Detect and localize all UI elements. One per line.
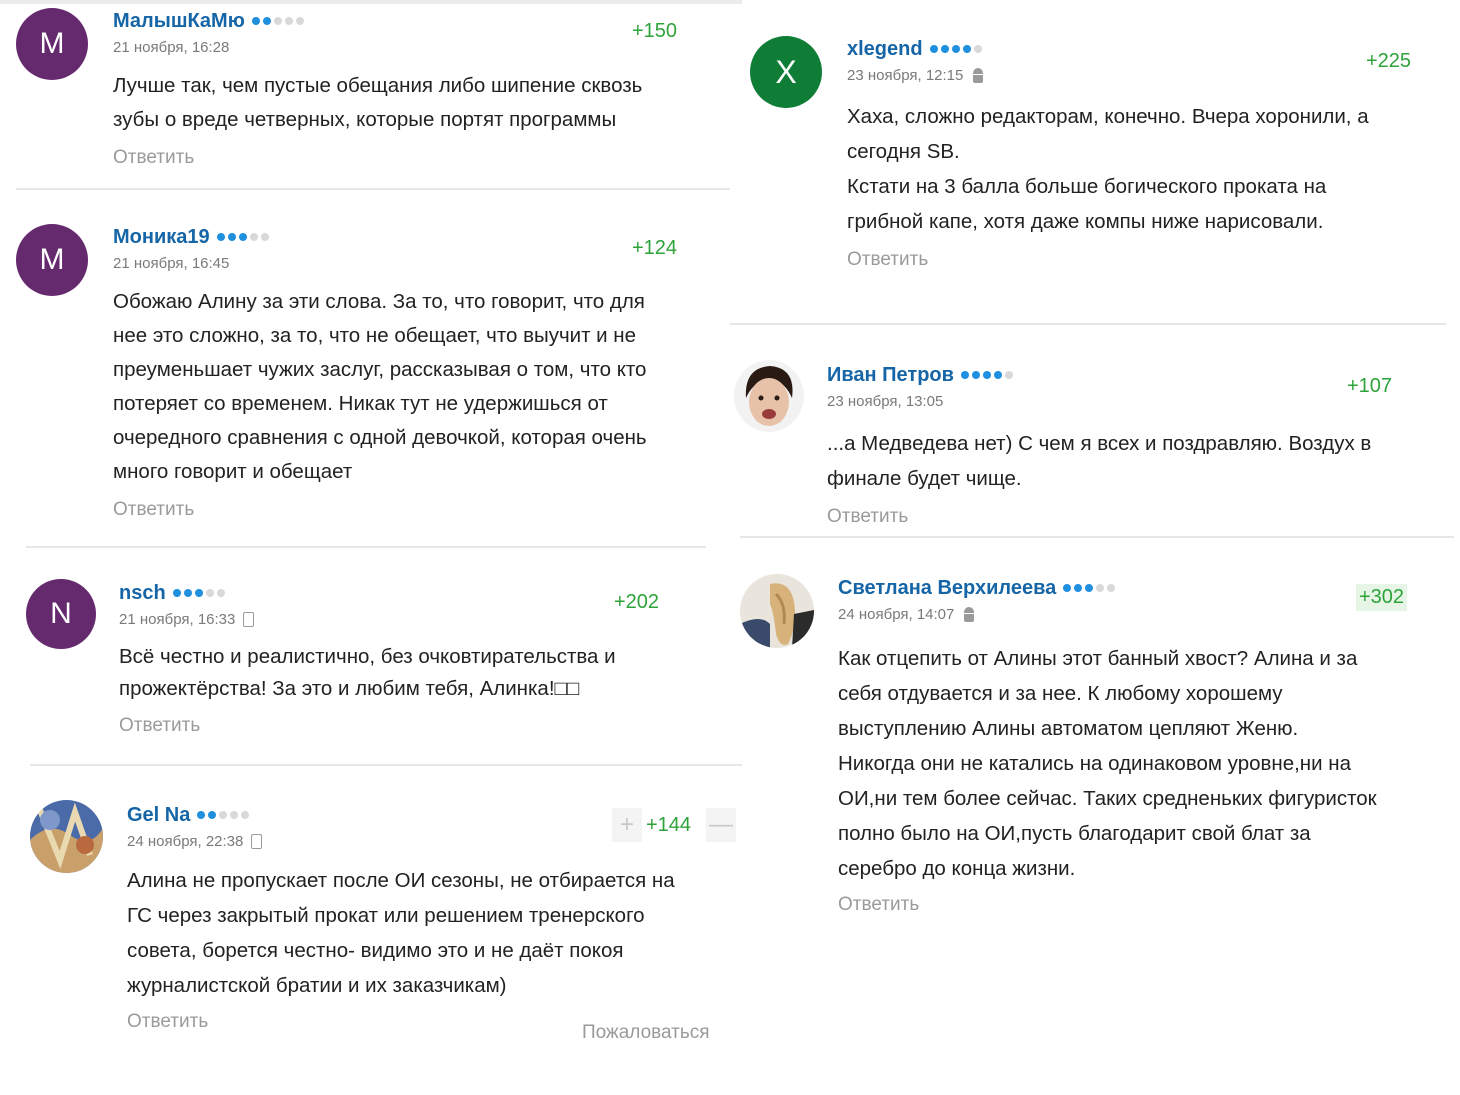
- comment-text: Как отцепить от Алины этот банный хвост? Алина и за себя отдувается и за нее. К любому хорошему выступлению Алины автоматом цепляют Женю. Никогда они не катались на одинаковом уровне,ни на ОИ,ни тем более сейчас. Таких средненьких фигуристок полно было на ОИ,пусть благодарит свой блат за серебро до конца жизни.: [838, 647, 1377, 880]
- rating-dots: [252, 17, 307, 25]
- comment-score[interactable]: +107: [1347, 375, 1393, 397]
- divider: [730, 323, 1446, 325]
- comment-text: ...а Медведева нет) С чем я всех и поздравляю. Воздух в финале будет чище.: [827, 432, 1372, 490]
- avatar[interactable]: X: [750, 36, 822, 108]
- comment-date: 23 ноября, 13:05: [827, 392, 944, 410]
- photo-avatar-icon[interactable]: [30, 800, 103, 873]
- author-name[interactable]: Gel Na: [127, 803, 191, 826]
- comment-date: 21 ноября, 16:33: [119, 610, 236, 628]
- divider: [740, 536, 1454, 538]
- rating-dots: [1063, 584, 1118, 592]
- rating-dots: [961, 371, 1016, 379]
- author-name[interactable]: Моника19: [113, 225, 210, 248]
- rating-dots: [197, 811, 252, 819]
- top-separator: [0, 0, 742, 4]
- rating-dots: [173, 589, 228, 597]
- comment-date: 21 ноября, 16:45: [113, 254, 230, 272]
- reply-button[interactable]: Ответить: [119, 715, 201, 736]
- comment-score[interactable]: +225: [1366, 50, 1412, 72]
- author-name[interactable]: xlegend: [847, 37, 923, 60]
- reply-button[interactable]: Ответить: [113, 499, 195, 520]
- downvote-button[interactable]: —: [706, 808, 736, 842]
- comment-text: Всё честно и реалистично, без очковтирательства и прожектёрства! За это и любим тебя, Алинка!□□: [119, 645, 616, 700]
- avatar[interactable]: M: [16, 224, 88, 296]
- reply-button[interactable]: Ответить: [847, 249, 929, 270]
- comment-score[interactable]: +144: [646, 814, 692, 836]
- comment-text: Алина не пропускает после ОИ сезоны, не отбирается на ГС через закрытый прокат или решением тренерского совета, борется честно- видимо это и не даёт покоя журналистской братии и их заказчикам): [127, 869, 675, 997]
- upvote-button[interactable]: +: [612, 808, 642, 842]
- reply-button[interactable]: Ответить: [113, 147, 195, 168]
- reply-button[interactable]: Ответить: [827, 506, 909, 527]
- avatar[interactable]: N: [26, 579, 96, 649]
- comment-score[interactable]: +124: [632, 237, 678, 259]
- divider: [16, 188, 730, 190]
- comment-text: Лучше так, чем пустые обещания либо шипение сквозь зубы о вреде четверных, которые портят программы: [113, 74, 643, 131]
- android-icon: [971, 68, 985, 82]
- comment-score[interactable]: +202: [614, 591, 660, 613]
- author-name[interactable]: Иван Петров: [827, 363, 954, 386]
- avatar[interactable]: M: [16, 8, 88, 80]
- photo-avatar-icon[interactable]: [740, 574, 814, 648]
- reply-button[interactable]: Ответить: [838, 894, 920, 915]
- comment-date: 23 ноября, 12:15: [847, 66, 964, 84]
- rating-dots: [930, 45, 985, 53]
- comment-text: Хаха, сложно редакторам, конечно. Вчера хоронили, а сегодня SB. Кстати на 3 балла больше богического проката на грибной капе, хотя даже компы ниже нарисовали.: [847, 105, 1369, 233]
- comment-score[interactable]: +302: [1356, 584, 1407, 611]
- report-button[interactable]: Пожаловаться: [582, 1022, 710, 1043]
- reply-button[interactable]: Ответить: [127, 1011, 209, 1032]
- comment-text: Обожаю Алину за эти слова. За то, что говорит, что для нее это сложно, за то, что не обещает, что выучит и не преуменьшает чужих заслуг, рассказывая о том, что кто потеряет со временем. Никак тут не удержишься от очередного сравнения с одной девочкой, которая очень много говорит и обещает: [113, 290, 647, 483]
- comment-date: 21 ноября, 16:28: [113, 38, 230, 56]
- comment-date: 24 ноября, 22:38: [127, 832, 244, 850]
- divider: [30, 764, 742, 766]
- author-name[interactable]: Светлана Верхилеева: [838, 576, 1057, 599]
- phone-icon: [243, 612, 254, 627]
- comment-score[interactable]: +150: [632, 20, 678, 42]
- photo-avatar-icon[interactable]: [734, 360, 804, 432]
- android-icon: [962, 607, 976, 621]
- phone-icon: [251, 834, 262, 849]
- rating-dots: [217, 233, 272, 241]
- divider: [26, 546, 706, 548]
- comment-date: 24 ноября, 14:07: [838, 605, 955, 623]
- author-name[interactable]: nsch: [119, 581, 166, 604]
- author-name[interactable]: МалышКаМю: [113, 9, 245, 32]
